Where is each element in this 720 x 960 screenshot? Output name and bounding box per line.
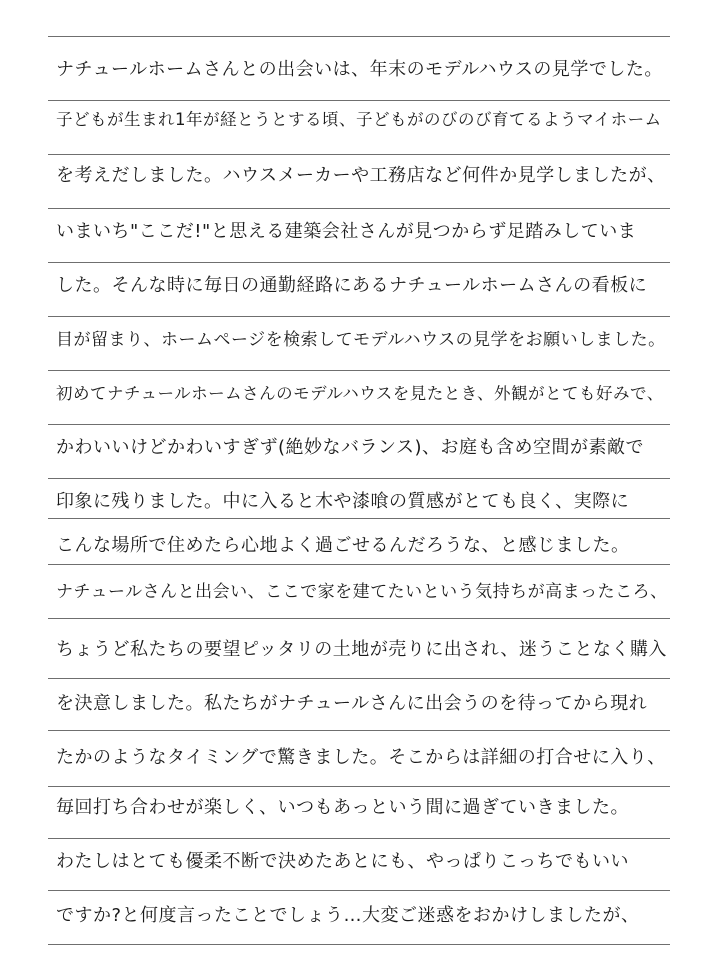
text-line-12: ちょうど私たちの要望ピッタリの土地が売りに出され、迷うことなく購入 bbox=[56, 639, 667, 660]
text-line-11: ナチュールさんと出会い、ここで家を建てたいという気持ちが高まったころ、 bbox=[56, 582, 668, 602]
text-line-3: を考えだしました。ハウスメーカーや工務店など何件か見学しましたが、 bbox=[56, 165, 666, 186]
ruled-line bbox=[48, 730, 670, 731]
text-line-4: いまいち"ここだ!"と思える建築会社さんが見つからず足踏みしていま bbox=[56, 221, 637, 242]
text-line-13: を決意しました。私たちがナチュールさんに出会うのを待ってから現れ bbox=[56, 693, 648, 714]
ruled-line bbox=[48, 154, 670, 155]
ruled-line bbox=[48, 944, 670, 945]
text-line-14: たかのようなタイミングで驚きました。そこからは詳細の打合せに入り、 bbox=[56, 747, 666, 768]
ruled-line bbox=[48, 36, 670, 37]
text-line-16: わたしはとても優柔不断で決めたあとにも、やっぱりこっちでもいい bbox=[56, 851, 629, 872]
ruled-line bbox=[48, 786, 670, 787]
text-line-9: 印象に残りました。中に入ると木や漆喰の質感がとても良く、実際に bbox=[56, 491, 630, 512]
ruled-line bbox=[48, 838, 670, 839]
ruled-line bbox=[48, 478, 670, 479]
ruled-line bbox=[48, 208, 670, 209]
ruled-line bbox=[48, 618, 670, 619]
ruled-line bbox=[48, 518, 670, 519]
ruled-line bbox=[48, 564, 670, 565]
text-line-8: かわいいけどかわいすぎず(絶妙なバランス)、お庭も含め空間が素敵で bbox=[56, 437, 645, 458]
text-line-2: 子どもが生まれ1年が経とうとする頃、子どもがのびのび育てるようマイホーム bbox=[56, 110, 662, 129]
text-line-5: した。そんな時に毎日の通勤経路にあるナチュールホームさんの看板に bbox=[56, 275, 648, 296]
text-line-7: 初めてナチュールホームさんのモデルハウスを見たとき、外観がとても好みで、 bbox=[56, 384, 664, 403]
ruled-line bbox=[48, 316, 670, 317]
text-line-6: 目が留まり、ホームページを検索してモデルハウスの見学をお願いしました。 bbox=[56, 330, 666, 350]
text-line-1: ナチュールホームさんとの出会いは、年末のモデルハウスの見学でした。 bbox=[56, 59, 663, 80]
ruled-line bbox=[48, 370, 670, 371]
ruled-line bbox=[48, 678, 670, 679]
text-line-15: 毎回打ち合わせが楽しく、いつもあっという間に過ぎていきました。 bbox=[56, 797, 629, 818]
ruled-line bbox=[48, 424, 670, 425]
text-line-10: こんな場所で住めたら心地よく過ごせるんだろうな、と感じました。 bbox=[56, 535, 630, 556]
ruled-line bbox=[48, 890, 670, 891]
ruled-line bbox=[48, 262, 670, 263]
text-line-17: ですか?と何度言ったことでしょう…大変ご迷惑をおかけしましたが、 bbox=[56, 905, 640, 926]
